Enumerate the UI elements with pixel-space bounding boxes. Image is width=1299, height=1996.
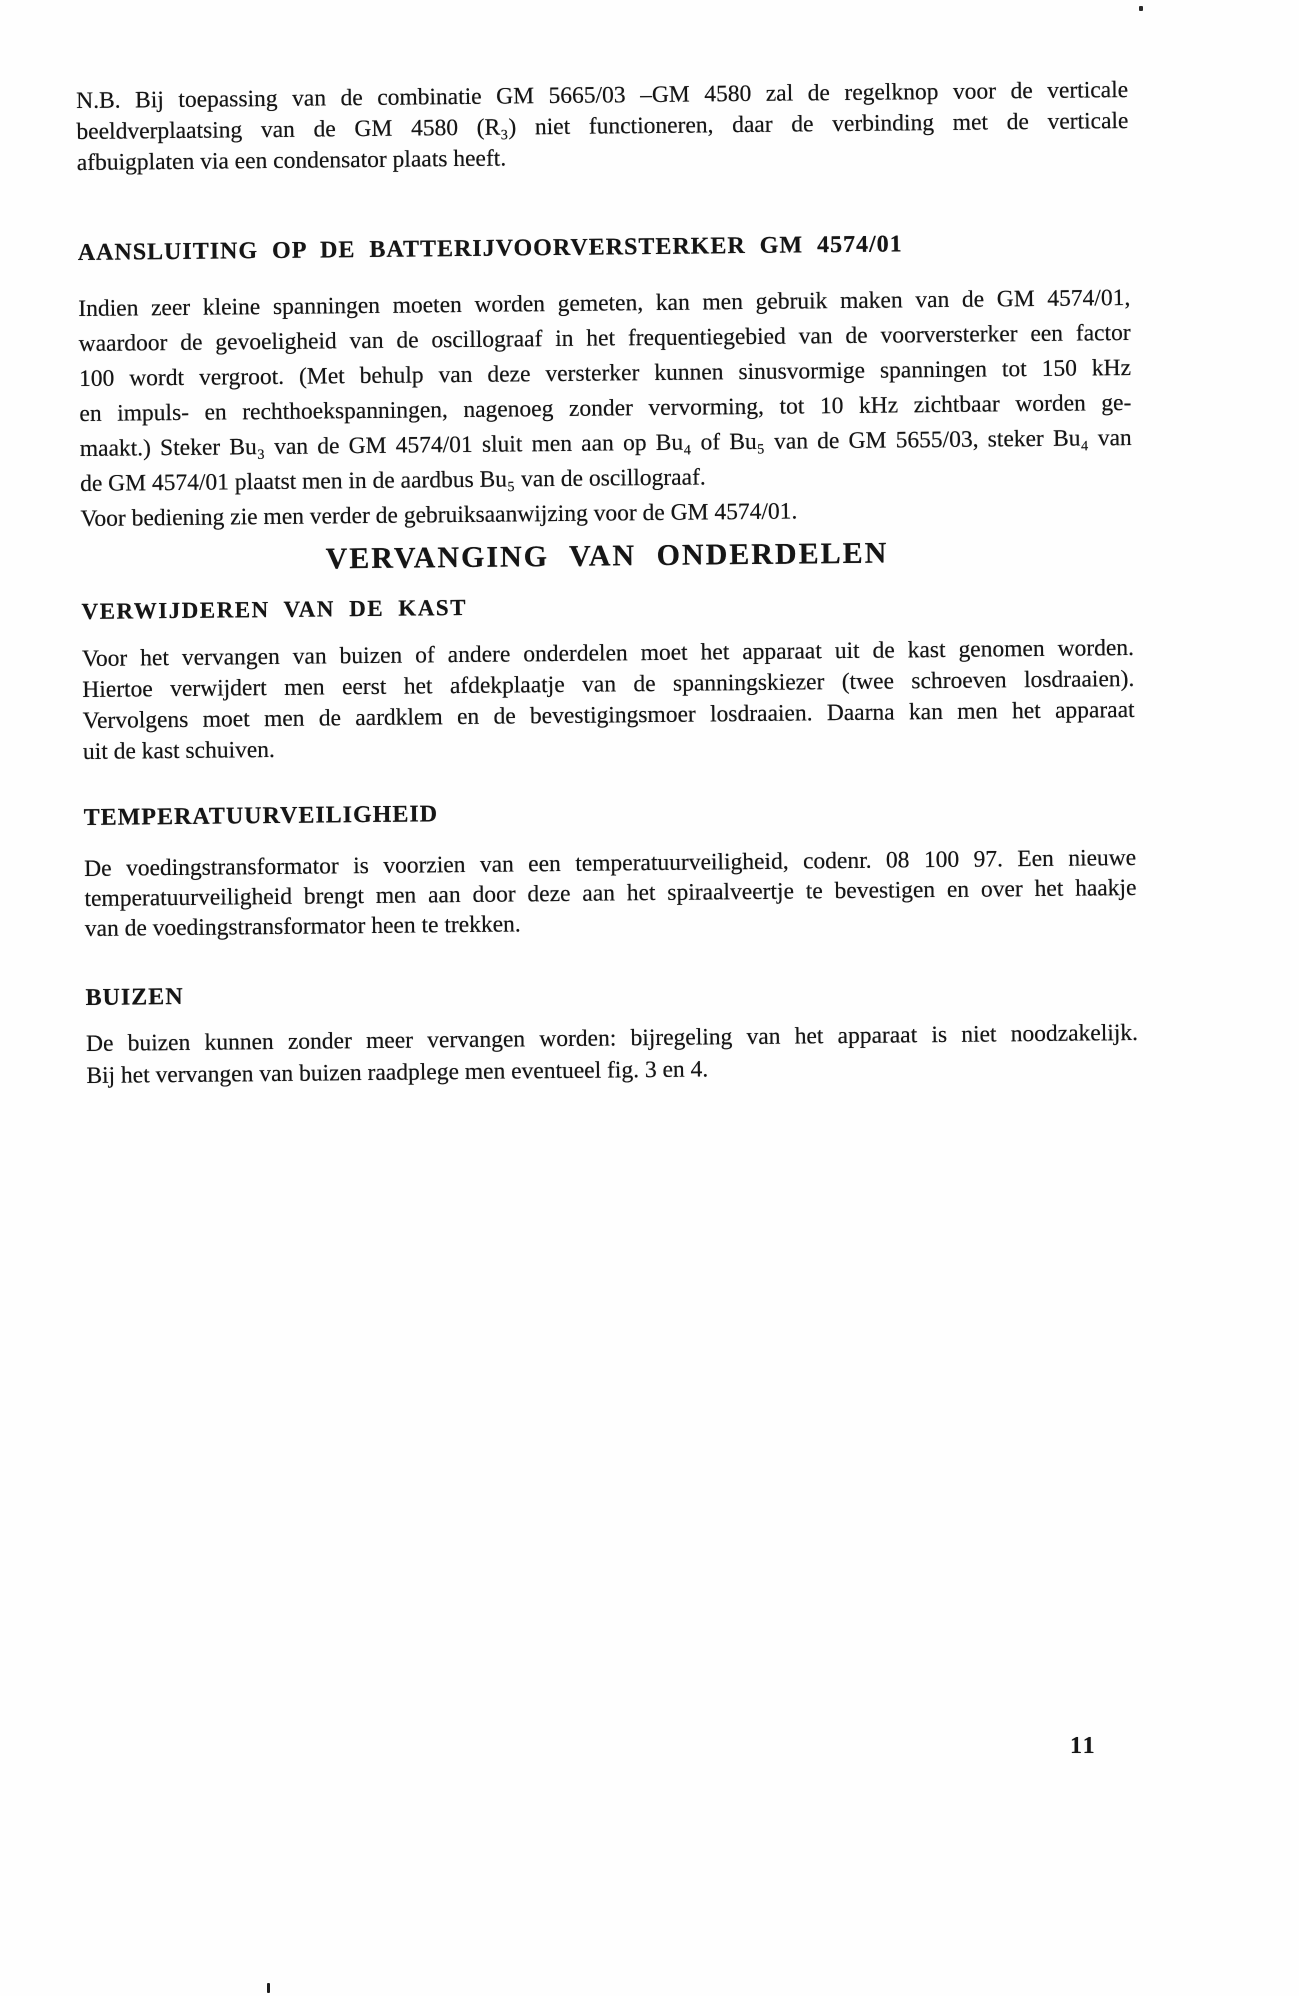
text-line: Vervolgens moet men de aardklem en de bevestigingsmoer losdraaien. Daarna kan men het apparaat [82, 696, 1135, 734]
nb-note [76, 75, 1129, 179]
text-line: De buizen kunnen zonder meer vervangen worden: bijregeling van het apparaat is niet noodzakelijk. [85, 1019, 1139, 1057]
text-line: De voedingstransformator is voorzien van een temperatuurveiligheid, codenr. 08 100 97. Een nieuwe [84, 844, 1137, 882]
page-number: 11 [1070, 1733, 1097, 1759]
text-line: 100 wordt vergroot. (Met behulp van deze versterker kunnen sinusvormige spanningen tot 150 kHz [78, 354, 1132, 392]
text-line: Indien zeer kleine spanningen moeten worden gemeten, kan men gebruik maken van de GM 4574/01, [78, 284, 1131, 322]
text-line: Voor het vervangen van buizen of andere onderdelen moet het apparaat uit de kast genomen worden. [81, 634, 1135, 672]
temperatuur-paragraph [84, 843, 1137, 944]
section-heading-buizen: BUIZEN [85, 983, 184, 1011]
section-heading-temperatuur: TEMPERATUURVEILIGHEID [83, 801, 439, 831]
text-line: uit de kast schuiven. [82, 736, 275, 765]
section-heading-aansluiting: AANSLUITING OP DE BATTERIJVOORVERSTERKER GM 4574/01 [77, 231, 903, 266]
text-line: van de voedingstransformator heen te trekken. [84, 911, 521, 942]
aansluiting-paragraph [78, 281, 1133, 537]
text-line: beeldverplaatsing van de GM 4580 (R₃) niet functioneren, daar de verbinding met de verticale [76, 107, 1129, 145]
section-heading-verwijderen: VERWIJDEREN VAN DE KAST [81, 594, 468, 624]
text-line: maakt.) Steker Bu₃ van de GM 4574/01 sluit men aan op Bu₄ of Bu₅ van de GM 5655/03, steker Bu₄ van [79, 424, 1132, 462]
scan-tick-icon [267, 1983, 270, 1993]
text-line: N.B. Bij toepassing van de combinatie GM 5665/03 –GM 4580 zal de regelknop voor de verticale [76, 76, 1129, 114]
page-content [76, 75, 1138, 1092]
scan-speck-icon [1139, 6, 1143, 11]
buizen-paragraph [86, 1017, 1139, 1092]
text-line: de GM 4574/01 plaatst men in de aardbus Bu₅ van de oscillograaf. [80, 464, 706, 497]
verwijderen-paragraph [82, 633, 1135, 768]
text-line: en impuls- en rechthoekspanningen, nagenoeg zonder vervorming, tot 10 kHz zichtbaar worden ge- [79, 389, 1132, 427]
text-line: Voor bediening zie men verder de gebruiksaanwijzing voor de GM 4574/01. [80, 498, 798, 532]
text-line: temperatuurveiligheid brengt men aan door deze aan het spiraalveertje te bevestigen en over het haakje [84, 874, 1137, 912]
text-line: Hiertoe verwijdert men eerst het afdekplaatje van de spanningskiezer (twee schroeven losdraaien). [82, 665, 1135, 703]
text-line: afbuigplaten via een condensator plaats heeft. [76, 145, 507, 176]
text-line: waardoor de gevoeligheid van de oscillograaf in het frequentiegebied van de voorversterker een factor [78, 319, 1131, 357]
chapter-heading-vervanging: VERVANGING VAN ONDERDELEN [325, 536, 889, 576]
text-line: Bij het vervangen van buizen raadplege men eventueel fig. 3 en 4. [86, 1056, 709, 1089]
